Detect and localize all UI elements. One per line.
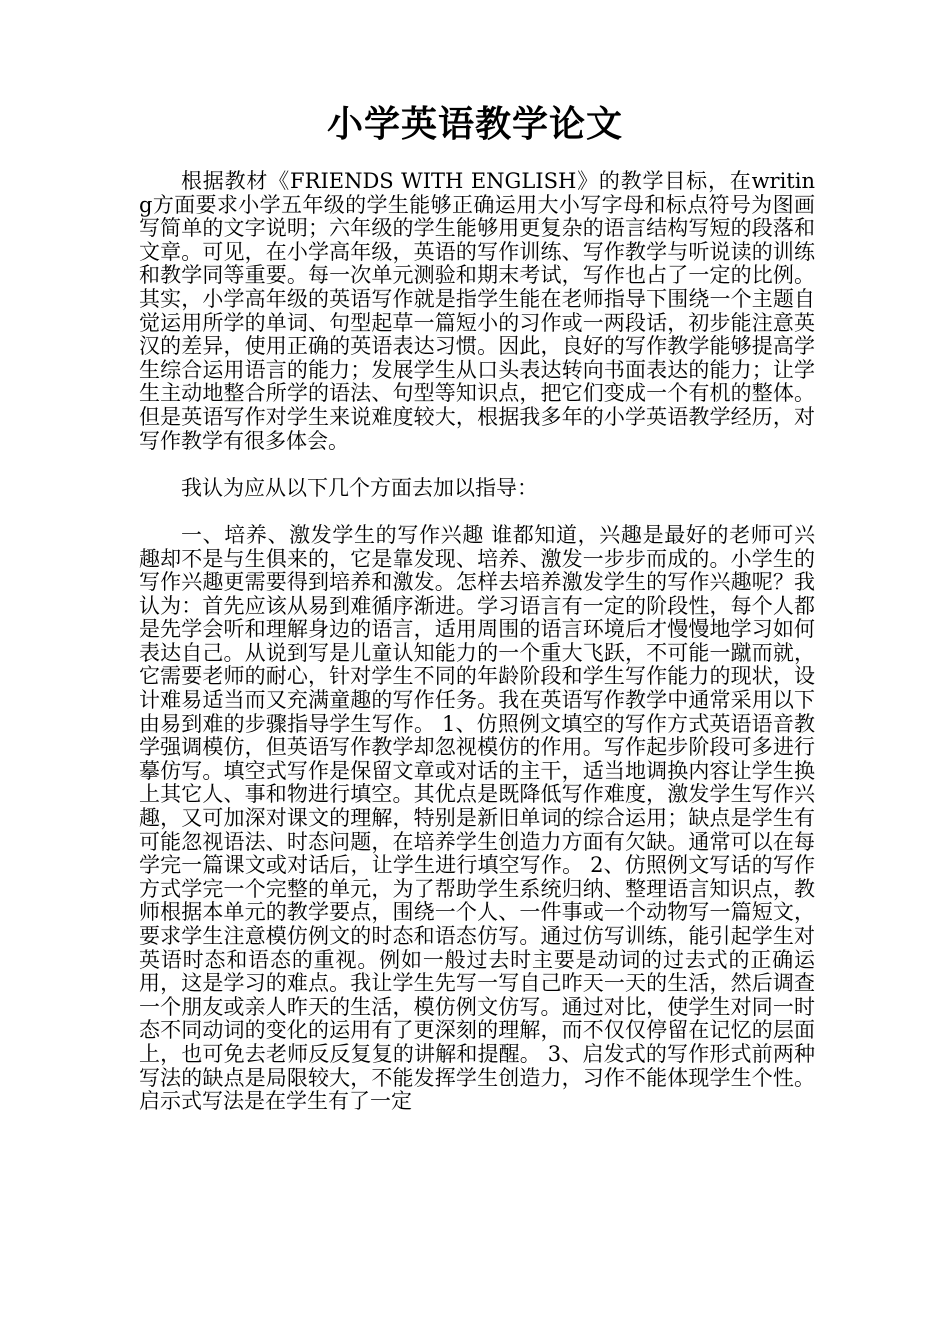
- paragraph-intro: 根据教材《FRIENDS WITH ENGLISH》的教学目标，在writing方面要求小学五年级的学生能够正确运用大小写字母和标点符号为图画写简单的文字说明；六年级的学生能够用更复杂的语言结构写短的段落和文章。可见，在小学高年级，英语的写作训练、写作教学与听说读的训练和教学同等重要。每一次单元测验和期末考试，写作也占了一定的比例。其实，小学高年级的英语写作就是指学生能在老师指导下围绕一个主题自觉运用所学的单词、句型起草一篇短小的习作或一两段话，初步能注意英汉的差异，使用正确的英语表达习惯。因此，良好的写作教学能够提高学生综合运用语言的能力；发展学生从口头表达转向书面表达的能力；让学生主动地整合所学的语法、句型等知识点，把它们变成一个有机的整体。但是英语写作对学生来说难度较大，根据我多年的小学英语教学经历，对写作教学有很多体会。: [139, 169, 815, 453]
- paragraph-section-one: 一、培养、激发学生的写作兴趣 谁都知道，兴趣是最好的老师可兴趣却不是与生俱来的，它是靠发现、培养、激发一步步而成的。小学生的写作兴趣更需要得到培养和激发。怎样去培养激发学生的写作兴趣呢？我认为：首先应该从易到难循序渐进。学习语言有一定的阶段性，每个人都是先学会听和理解身边的语言，适用周围的语言环境后才慢慢地学习如何表达自己。从说到写是儿童认知能力的一个重大飞跃，不可能一蹴而就，它需要老师的耐心，针对学生不同的年龄阶段和学生写作能力的现状，设计难易适当而又充满童趣的写作任务。我在英语写作教学中通常采用以下由易到难的步骤指导学生写作。 1、仿照例文填空的写作方式英语语音教学强调模仿，但英语写作教学却忽视模仿的作用。写作起步阶段可多进行摹仿写。填空式写作是保留文章或对话的主干，适当地调换内容让学生换上其它人、事和物进行填空。其优点是既降低写作难度，激发学生写作兴趣，又可加深对课文的理解，特别是新旧单词的综合运用；缺点是学生有可能忽视语法、时态问题，在培养学生创造力方面有欠缺。通常可以在每学完一篇课文或对话后，让学生进行填空写作。 2、仿照例文写话的写作方式学完一个完整的单元，为了帮助学生系统归纳、整理语言知识点，教师根据本单元的教学要点，围绕一个人、一件事或一个动物写一篇短文，要求学生注意模仿例文的时态和语态仿写。通过仿写训练，能引起学生对英语时态和语态的重视。例如一般过去时主要是动词的过去式的正确运用，这是学习的难点。我让学生先写一写自己昨天一天的生活，然后调查一个朋友或亲人昨天的生活，模仿例文仿写。通过对比，使学生对同一时态不同动词的变化的运用有了更深刻的理解，而不仅仅停留在记忆的层面上，也可免去老师反反复复的讲解和提醒。 3、启发式的写作形式前两种写法的缺点是局限较大，不能发挥学生创造力，习作不能体现学生个性。启示式写法是在学生有了一定: [139, 522, 815, 1114]
- document-body: [139, 170, 815, 1114]
- document-title: 小学英语教学论文: [326, 103, 623, 145]
- paragraph-guidance-lead: 我认为应从以下几个方面去加以指导：: [181, 475, 538, 500]
